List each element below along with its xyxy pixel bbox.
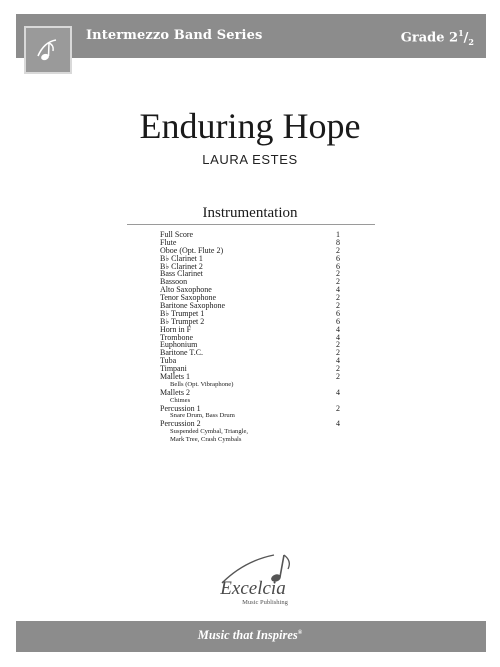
tagline-text: Music that Inspires	[197, 628, 298, 642]
instrument-quantity: 2	[336, 269, 340, 279]
grade-fraction-numerator: 1	[458, 28, 464, 38]
instrument-name: Bass Clarinet	[160, 269, 203, 279]
instrument-name: Percussion 2	[160, 419, 201, 429]
instrument-quantity: 4	[336, 387, 340, 397]
instrument-row	[160, 357, 350, 365]
instrument-name: Oboe (Opt. Flute 2)	[160, 245, 224, 255]
grade-label: Grade $2^1/_2$	[400, 28, 474, 47]
instrument-quantity: 4	[336, 285, 340, 295]
instrument-name: B♭ Trumpet 2	[160, 316, 205, 326]
music-note-icon	[34, 36, 62, 64]
instrument-name: Horn in F	[160, 324, 192, 334]
instrument-quantity: 6	[336, 308, 340, 318]
instrument-row	[160, 420, 350, 428]
instrument-quantity: 2	[336, 277, 340, 287]
footer-tagline	[0, 628, 500, 643]
trademark-symbol: ®	[297, 629, 303, 636]
instrument-quantity: 2	[336, 245, 340, 255]
instrument-note: Suspended Cymbal, Triangle,	[170, 428, 249, 436]
instrument-quantity: 6	[336, 316, 340, 326]
instrument-quantity: 4	[336, 356, 340, 366]
instrument-note: Bells (Opt. Vibraphone)	[170, 380, 234, 388]
instrument-row	[160, 405, 350, 413]
instrument-note: Chimes	[170, 396, 191, 404]
instrument-row	[160, 231, 350, 239]
series-title: Intermezzo Band Series	[86, 28, 263, 43]
instrument-quantity: 8	[336, 237, 340, 247]
instrument-name: Bassoon	[160, 277, 188, 287]
instrument-name: Percussion 1	[160, 403, 201, 413]
instrument-row	[160, 373, 350, 381]
grade-text: Grade 2	[400, 30, 459, 46]
series-logo	[24, 26, 72, 74]
instrumentation-list	[160, 231, 350, 444]
instrument-name: Euphonium	[160, 340, 198, 350]
instrument-quantity: 2	[336, 372, 340, 382]
instrument-name: Tenor Saxophone	[160, 293, 217, 303]
instrument-name: Full Score	[160, 230, 194, 239]
instrument-quantity: 2	[336, 348, 340, 358]
instrument-quantity: 1	[336, 230, 340, 239]
instrument-quantity: 6	[336, 253, 340, 263]
grade-fraction-denominator: 2	[468, 36, 474, 47]
instrument-row	[160, 270, 350, 278]
instrument-name: Alto Saxophone	[160, 285, 212, 295]
instrument-name: Flute	[160, 237, 177, 247]
instrumentation-heading: Instrumentation	[202, 205, 298, 221]
instrument-name: Tuba	[160, 356, 177, 366]
page-title: Enduring Hope	[139, 106, 361, 146]
publisher-name: Excelcia	[220, 578, 286, 599]
instrument-name: B♭ Clarinet 2	[160, 261, 203, 271]
instrument-name: Mallets 2	[160, 387, 190, 397]
instrument-name: Baritone Saxophone	[160, 301, 226, 311]
instrument-name: B♭ Clarinet 1	[160, 253, 203, 263]
instrument-quantity: 4	[336, 419, 340, 429]
heading-divider	[127, 224, 375, 225]
instrument-name: B♭ Trumpet 1	[160, 308, 205, 318]
instrument-row	[160, 389, 350, 397]
instrument-quantity: 4	[336, 324, 340, 334]
instrument-name: Mallets 1	[160, 372, 190, 382]
instrument-quantity: 2	[336, 340, 340, 350]
instrument-quantity: 4	[336, 332, 340, 342]
instrument-quantity: 2	[336, 301, 340, 311]
instrument-quantity: 2	[336, 403, 340, 413]
composer-name: LAURA ESTES	[202, 152, 298, 167]
instrument-name: Baritone T.C.	[160, 348, 204, 358]
instrument-row	[160, 349, 350, 357]
instrument-name: Trombone	[160, 332, 194, 342]
instrument-quantity: 6	[336, 261, 340, 271]
instrument-quantity: 2	[336, 364, 340, 374]
instrument-quantity: 2	[336, 293, 340, 303]
instrument-name: Timpani	[160, 364, 187, 374]
instrument-note: Mark Tree, Crash Cymbals	[170, 436, 242, 444]
instrument-note: Snare Drum, Bass Drum	[170, 412, 235, 420]
publisher-subtitle: Music Publishing	[242, 599, 288, 606]
